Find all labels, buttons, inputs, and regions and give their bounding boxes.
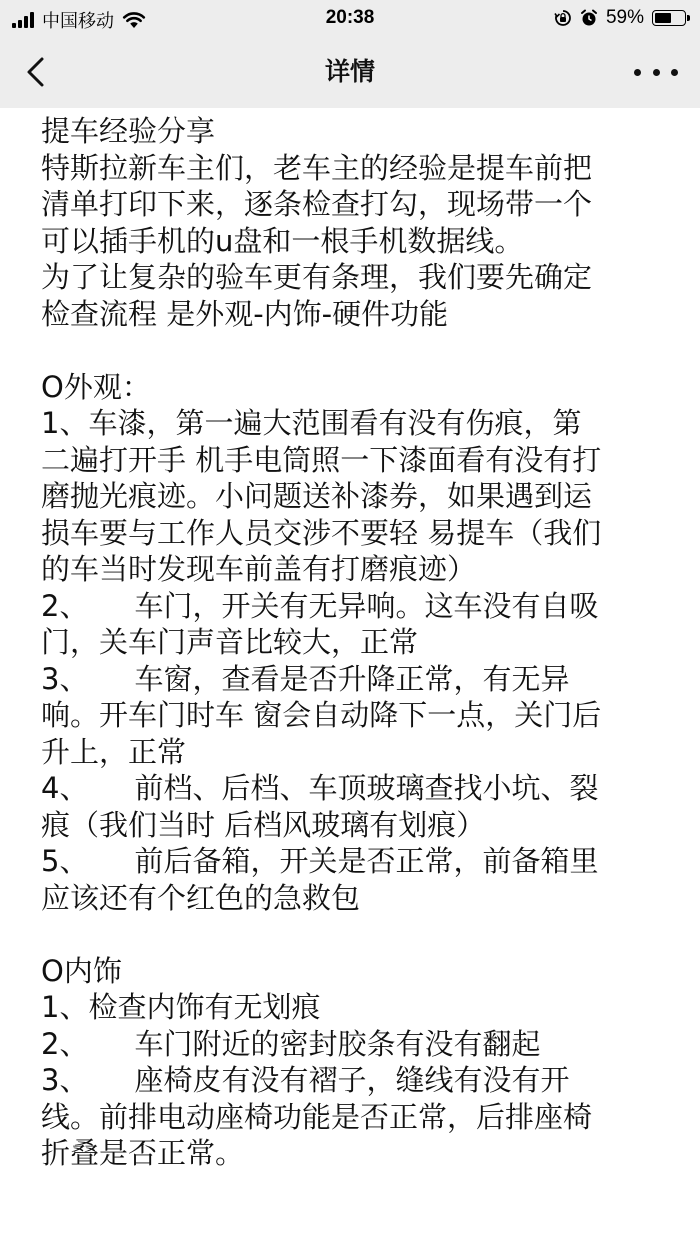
- text-line: 特斯拉新车主们，老车主的经验是提车前把: [41, 150, 593, 185]
- more-dot-icon: [671, 69, 678, 76]
- text-line: 的车当时发现车前盖有打磨痕迹）: [41, 552, 477, 586]
- text-line: 应该还有个红色的急救包: [41, 880, 361, 915]
- text-line: 1、检查内饰有无划痕: [41, 990, 321, 1024]
- text-line: 二遍打开手 机手电筒照一下漆面看有没有打: [41, 442, 602, 477]
- text-line: 可以插手机的u盘和一根手机数据线。: [41, 223, 524, 258]
- alarm-clock-icon: [580, 9, 598, 27]
- status-time: 20:38: [325, 7, 375, 28]
- text-line: 3、 座椅皮有没有褶子，缝线有没有开: [41, 1063, 570, 1097]
- text-line: [41, 332, 681, 369]
- text-line: 清单打印下来，逐条检查打勾，现场带一个: [41, 187, 593, 221]
- text-line: 折叠是否正常。: [41, 1136, 245, 1170]
- text-line: 损车要与工作人员交涉不要轻 易提车（我们: [41, 515, 602, 550]
- more-options-button[interactable]: [634, 54, 678, 90]
- more-dot-icon: [634, 69, 641, 76]
- battery-icon: [652, 10, 686, 26]
- text-line: 磨抛光痕迹。小问题送补漆券，如果遇到运: [41, 479, 593, 513]
- text-line: 升上，正常: [41, 734, 187, 769]
- carrier-name: 中国移动: [42, 11, 114, 31]
- text-line: 门，关车门声音比较大，正常: [41, 625, 419, 659]
- text-line: O外观：: [41, 369, 151, 404]
- status-right: [554, 7, 686, 29]
- text-line: O内饰: [41, 953, 122, 988]
- text-line: 5、 前后备箱，开关是否正常，前备箱里: [41, 844, 599, 878]
- status-bar: [0, 0, 700, 36]
- battery-fill: [655, 13, 671, 23]
- navigation-bar: [0, 36, 700, 108]
- text-line: 响。开车门时车 窗会自动降下一点，关门后: [41, 698, 602, 732]
- text-line: 线。前排电动座椅功能是否正常，后排座椅: [41, 1099, 593, 1134]
- text-line: 2、 车门，开关有无异响。这车没有自吸: [41, 588, 599, 623]
- orientation-lock-icon: [554, 9, 572, 27]
- text-line: 2、 车门附近的密封胶条有没有翻起: [41, 1026, 541, 1061]
- text-line: 1、车漆，第一遍大范围看有没有伤痕，第: [41, 406, 582, 440]
- text-line: 提车经验分享: [41, 114, 216, 148]
- text-line: [41, 916, 681, 953]
- text-line: 为了让复杂的验车更有条理，我们要先确定: [41, 260, 593, 294]
- article-body: [41, 113, 681, 1172]
- text-line: 检查流程 是外观-内饰-硬件功能: [41, 296, 449, 331]
- battery-percent: 59%: [605, 7, 644, 28]
- page-title: 详情: [324, 57, 375, 86]
- text-line: 3、 车窗，查看是否升降正常，有无异: [41, 661, 570, 696]
- battery-cap: [687, 15, 690, 21]
- more-dot-icon: [653, 69, 660, 76]
- text-line: 痕（我们当时 后档风玻璃有划痕）: [41, 807, 486, 842]
- text-line: 4、 前档、后档、车顶玻璃查找小坑、裂: [41, 771, 599, 805]
